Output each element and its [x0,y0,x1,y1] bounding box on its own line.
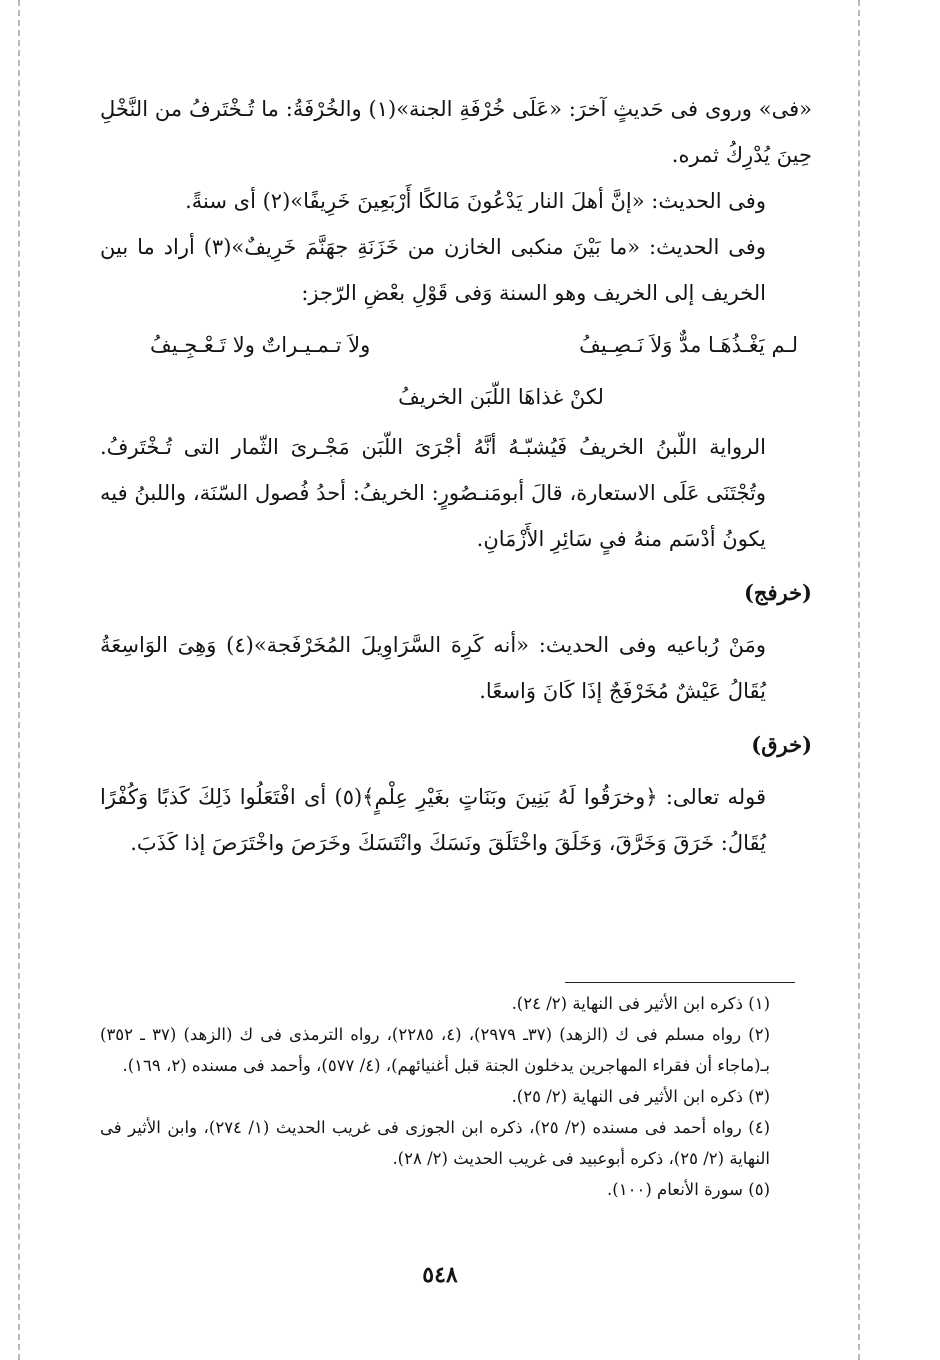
verse-line [100,322,812,368]
paragraph-5: ومَنْ رُباعيه وفى الحديث: «أنه كَرِهَ السَّرَاوِيلَ المُخَرْفَجة»(٤) وَهِىَ الوَاسِعَةُ يُقَالُ عَيْشٌ مُخَرْفَجٌ إذَا كَانَ وَاسعًا. [100,633,766,703]
verse-second-hemistich: ولاَ تـمـيـراتٌ ولا تَـعْـجِـيفُ [150,333,371,357]
footnote-5: (٥) سورة الأنعام (١٠٠). [607,1180,770,1199]
footnote-3: (٣) ذكره ابن الأثير فى النهاية (٢/ ٢٥). [511,1087,770,1106]
entry-heading-kharfaj: (خرفج) [743,580,812,605]
paragraph-2: وفى الحديث: «إنَّ أهلَ النار يَدْعُونَ مَالكًا أَرْبَعِينَ خَرِيفًا»(٢) أى سنةً. [185,189,766,213]
paragraph-3: وفى الحديث: «ما بَيْنَ منكبى الخازن من خَزَنَةِ جهَنَّمَ خَرِيفٌ»(٣) أراد ما بين الخريف إلى الخريف وهو السنة وَفى قَوْلِ بعْضِ الرّجز: [100,235,766,305]
paragraph-4: الرواية اللّبنُ الخريفُ فَيُشبّـهُ أنَّهُ أجْرَىَ اللّبَن مَجْـرىَ الثّمار التى تُـخْتَرفُ. وتُجْتَنَى عَلَى الاستعارة، قالَ أبومَنـصُورٍ: الخريفُ: أحدُ فُصول السّنَة، واللبنُ فيه يكونُ أدْسَم منهُ فىٍ سَائِرِ الأَزْمَانِ. [100,435,766,551]
footnote-separator [565,982,795,983]
paragraph-1: «فى» وروى فى حَديثٍ آخرَ: «عَلَى خُرْفَةِ الجنة»(١) والخُرْفَةُ: ما تُـخْتَرفُ من النَّخْلِ حِينَ يُدْرِكُ ثمره. [100,97,812,167]
page-number: ٥٤٨ [422,1262,458,1288]
paragraph-6: قوله تعالى: ﴿وخرَقُوا لَهُ بَنِينَ وبَنَاتٍ بغَيْرِ عِلْمٍ﴾(٥) أى افْتَعَلُوا ذَلِكَ كَذبًا وَكُفْرًا يُقَالُ: خَرَقَ وَخَرَّقَ، وَخَلَقَ واخْتَلَقَ ونَسَكَ وانْتَسَكَ وخَرَصَ واخْتَرَصَ إذا كَذَبَ. [100,785,766,855]
footnote-2: (٢) رواه مسلم فى ك (الزهد) (٣٧ـ ٢٩٧٩)، (٤، ٢٢٨٥)، رواه الترمذى فى ك (الزهد) (٣٧ ـ ٣٥٢) بـ(ماجاء أن فقراء المهاجرين يدخلون الجنة قبل أغنيائهم)، (٤/ ٥٧٧)، وأحمد فى مسنده (٢، ١٦٩). [100,1025,770,1075]
entry-heading-kharaq: (خرق) [751,732,812,757]
scan-edge-left [18,0,20,1360]
footnote-1: (١) ذكره ابن الأثير فى النهاية (٢/ ٢٤). [511,994,770,1013]
footnotes [100,988,812,1205]
footnote-4: (٤) رواه أحمد فى مسنده (٢/ ٢٥)، ذكره ابن الجوزى فى غريب الحديث (١/ ٢٧٤)، وابن الأثير فى النهاية (٢/ ٢٥)، ذكره أبوعبيد فى غريب الحديث (٢/ ٢٨). [100,1118,770,1168]
main-text [100,86,812,866]
scan-edge-right [858,0,860,1360]
verse-closing-line: لكنْ غذاهَا اللّبَن الخريفُ [398,385,604,409]
verse-first-hemistich: لـم يَغْـذُهَـا مدٌّ وَلاَ نَـصِـيفُ [579,333,798,357]
